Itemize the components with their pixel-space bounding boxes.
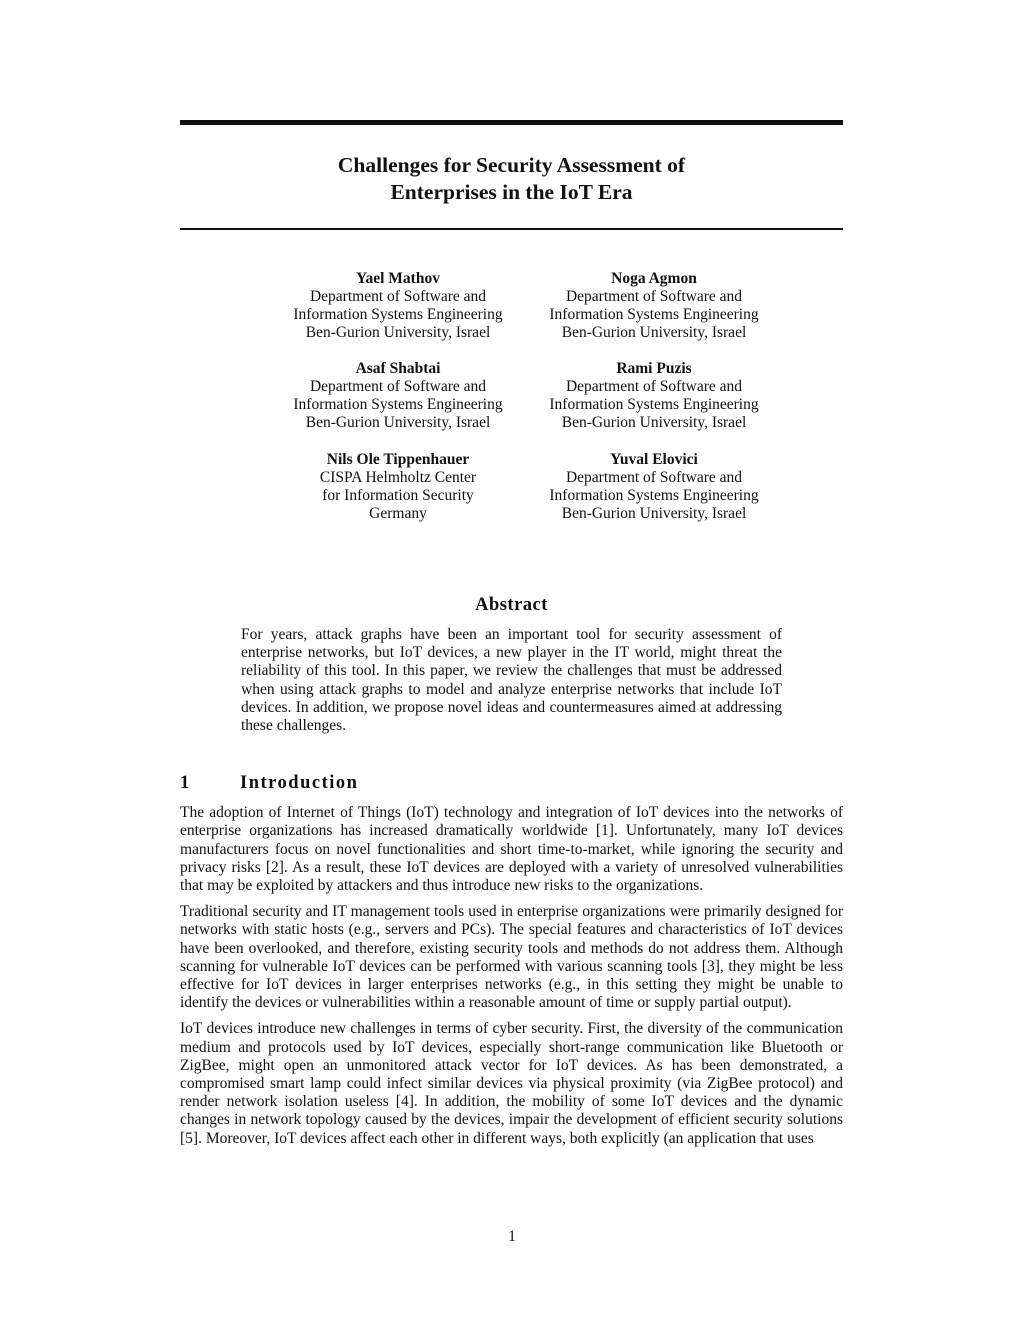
author-affiliation: Information Systems Engineering bbox=[549, 306, 759, 323]
author-affiliation: Ben-Gurion University, Israel bbox=[305, 324, 491, 341]
author-name: Rami Puzis bbox=[616, 360, 692, 377]
top-rule bbox=[180, 120, 843, 125]
author-affiliation: for Information Security bbox=[322, 487, 474, 504]
author-affiliation: Ben-Gurion University, Israel bbox=[561, 324, 747, 341]
page-number: 1 bbox=[508, 1228, 516, 1245]
author-card bbox=[529, 270, 779, 342]
paper-title bbox=[180, 152, 843, 206]
body-paragraph: IoT devices introduce new challenges in terms of cyber security. First, the diversity of the communication medium and protocols used by IoT devices, especially short-range communication like Bluetooth or ZigBee, might open an unmonitored attack vector for IoT devices. As has been demonstrated, a compromised smart lamp could infect similar devices via physical proximity (via ZigBee protocol) and render network isolation useless [4]. In addition, the mobility of some IoT devices and the dynamic changes in network topology caused by the devices, impair the development of efficient security solutions [5]. Moreover, IoT devices affect each other in different ways, both explicitly (an application that uses bbox=[180, 1020, 843, 1147]
author-card bbox=[273, 360, 523, 432]
author-affiliation: Ben-Gurion University, Israel bbox=[561, 414, 747, 431]
author-affiliation: Department of Software and bbox=[565, 378, 743, 395]
section-heading bbox=[180, 773, 843, 794]
author-name: Yuval Elovici bbox=[610, 451, 698, 468]
title-line-1: Challenges for Security Assessment of bbox=[337, 153, 686, 177]
author-card bbox=[273, 451, 523, 523]
author-name: Yael Mathov bbox=[356, 270, 440, 287]
author-affiliation: CISPA Helmholtz Center bbox=[319, 469, 477, 486]
author-card bbox=[529, 360, 779, 432]
author-affiliation: Germany bbox=[369, 505, 427, 522]
author-affiliation: Department of Software and bbox=[565, 288, 743, 305]
body-paragraph: The adoption of Internet of Things (IoT) technology and integration of IoT devices into the networks of enterprise organizations has increased dramatically worldwide [1]. Unfortunately, many IoT devices manufacturers focus on novel functionalities and short time-to-market, while ignoring the security and privacy risks [2]. As a result, these IoT devices are deployed with a variety of unresolved vulnerabilities that may be exploited by attackers and thus introduce new risks to the organizations. bbox=[180, 804, 843, 895]
paper-page bbox=[180, 120, 843, 1148]
title-rule bbox=[180, 228, 843, 230]
author-affiliation: Ben-Gurion University, Israel bbox=[561, 505, 747, 522]
author-affiliation: Information Systems Engineering bbox=[549, 396, 759, 413]
section-number: 1 bbox=[180, 773, 191, 794]
author-affiliation: Information Systems Engineering bbox=[293, 306, 503, 323]
author-affiliation: Department of Software and bbox=[309, 378, 487, 395]
author-affiliation: Department of Software and bbox=[309, 288, 487, 305]
section-title: Introduction bbox=[240, 773, 359, 794]
author-affiliation: Information Systems Engineering bbox=[549, 487, 759, 504]
author-name: Nils Ole Tippenhauer bbox=[326, 451, 470, 468]
author-block bbox=[180, 270, 843, 540]
author-affiliation: Ben-Gurion University, Israel bbox=[305, 414, 491, 431]
author-card bbox=[529, 451, 779, 523]
author-name: Asaf Shabtai bbox=[355, 360, 441, 377]
author-affiliation: Information Systems Engineering bbox=[293, 396, 503, 413]
abstract-heading: Abstract bbox=[475, 595, 548, 615]
author-name: Noga Agmon bbox=[611, 270, 697, 287]
body-paragraph: Traditional security and IT management tools used in enterprise organizations were primarily designed for networks with static hosts (e.g., servers and PCs). The special features and characteristics of IoT devices have been overlooked, and therefore, existing security tools and methods do not address them. Although scanning for vulnerable IoT devices can be performed with various scanning tools [3], they might be less effective for IoT devices in larger enterprises networks (e.g., in this setting they might be unable to identify the devices or vulnerabilities within a reasonable amount of time or supply partial output). bbox=[180, 903, 843, 1012]
title-line-2: Enterprises in the IoT Era bbox=[390, 180, 633, 204]
abstract-text: For years, attack graphs have been an important tool for security assessment of enterprise networks, but IoT devices, a new player in the IT world, might threat the reliability of this tool. In this paper, we review the challenges that must be addressed when using attack graphs to model and analyze enterprise networks that include IoT devices. In addition, we propose novel ideas and countermeasures aimed at addressing these challenges. bbox=[241, 626, 782, 735]
author-card bbox=[273, 270, 523, 342]
author-affiliation: Department of Software and bbox=[565, 469, 743, 486]
